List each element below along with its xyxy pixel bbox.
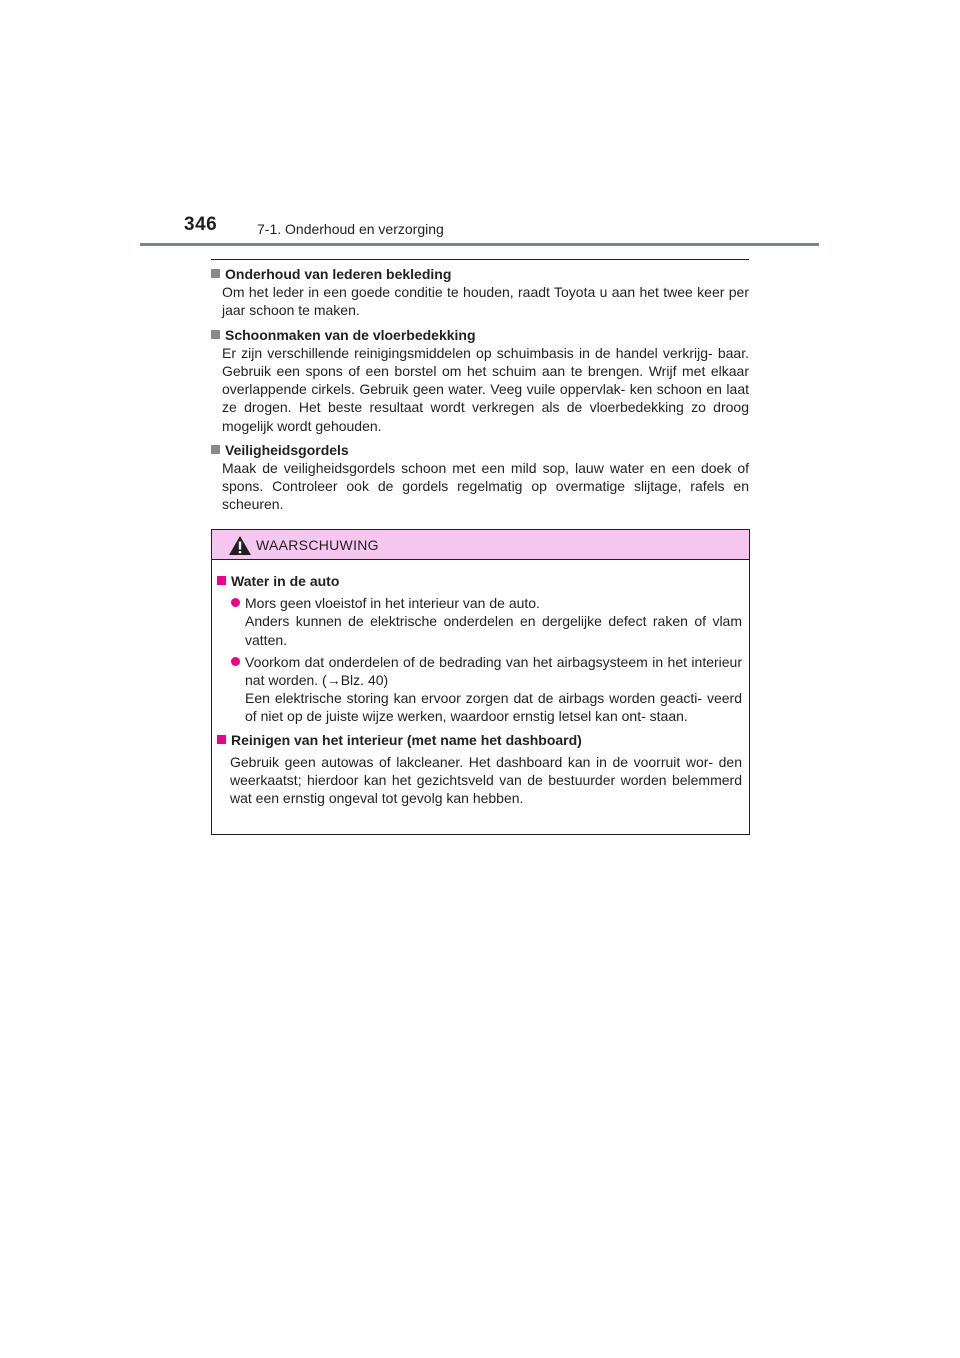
dot-bullet-icon [231,598,240,607]
warning-content [212,560,749,807]
item-body: Maak de veiligheidsgordels schoon met een mild sop, lauw water en een doek of spons. Controleer ook de gordels regelmatig op overmatige slijtage, rafels en scheuren. [222,460,749,513]
warning-triangle-icon [229,536,251,555]
item-title: Veiligheidsgordels [225,441,349,458]
warning-item-water [217,572,742,726]
square-bullet-icon [211,269,220,278]
item-carpet [211,326,749,435]
warning-sub-line: Een elektrische storing kan ervoor zorgen dat de airbags worden geacti- veerd of niet op de juiste wijze werken, waardoor ernstig letsel kan ont- staan. [245,690,742,725]
item-seatbelts [211,441,749,514]
warning-sub-item [217,653,742,726]
item-body: Er zijn verschillende reinigingsmiddelen op schuimbasis in de handel verkrijg- baar. Gebruik een spons of een borstel om het schuim aan te brengen. Wrijf met elkaar overlappende cirkels. Gebruik geen water. Veeg vuile oppervlak- ken schoon en laat ze drogen. Het beste resultaat wordt verkregen als de vloerbedekking zo droog mogelijk wordt gehouden. [222,344,749,434]
warning-item-body: Gebruik geen autowas of lakcleaner. Het dashboard kan in de voorruit wor- den weerkaatst; hierdoor kan het gezichtsveld van de bestuurder worden belemmerd wat een ernstig ongeval tot gevolg kan hebben. [230,753,742,807]
warning-box [211,529,750,835]
warning-item-dashboard [217,731,742,808]
top-rule [211,259,749,260]
header-rule [140,243,819,246]
square-bullet-icon [211,445,220,454]
warning-sub-line: Mors geen vloeistof in het interieur van de auto. [245,595,540,612]
warning-item-title: Water in de auto [231,573,340,589]
item-title: Schoonmaken van de vloerbedekking [225,326,476,343]
section-title: 7-1. Onderhoud en verzorging [257,221,444,237]
dot-bullet-icon [231,657,240,666]
content [211,265,749,520]
warning-header [212,530,749,560]
warning-item-title: Reinigen van het interieur (met name het dashboard) [231,731,582,748]
warning-sub-line: Voorkom dat onderdelen of de bedrading van het airbagsysteem in het interieur nat worden. (→Blz. 40) [245,653,742,689]
warning-sub-item [217,594,742,649]
square-bullet-icon [211,330,220,339]
item-leather [211,265,749,320]
square-bullet-icon [217,735,226,744]
warning-sub-line: Anders kunnen de elektrische onderdelen en dergelijke defect raken of vlam vatten. [245,613,742,648]
square-bullet-icon [217,576,226,585]
item-body: Om het leder in een goede conditie te houden, raadt Toyota u aan het twee keer per jaar schoon te maken. [222,284,749,319]
warning-title: WAARSCHUWING [256,537,379,553]
item-title: Onderhoud van lederen bekleding [225,266,452,282]
page-number: 346 [184,214,218,235]
